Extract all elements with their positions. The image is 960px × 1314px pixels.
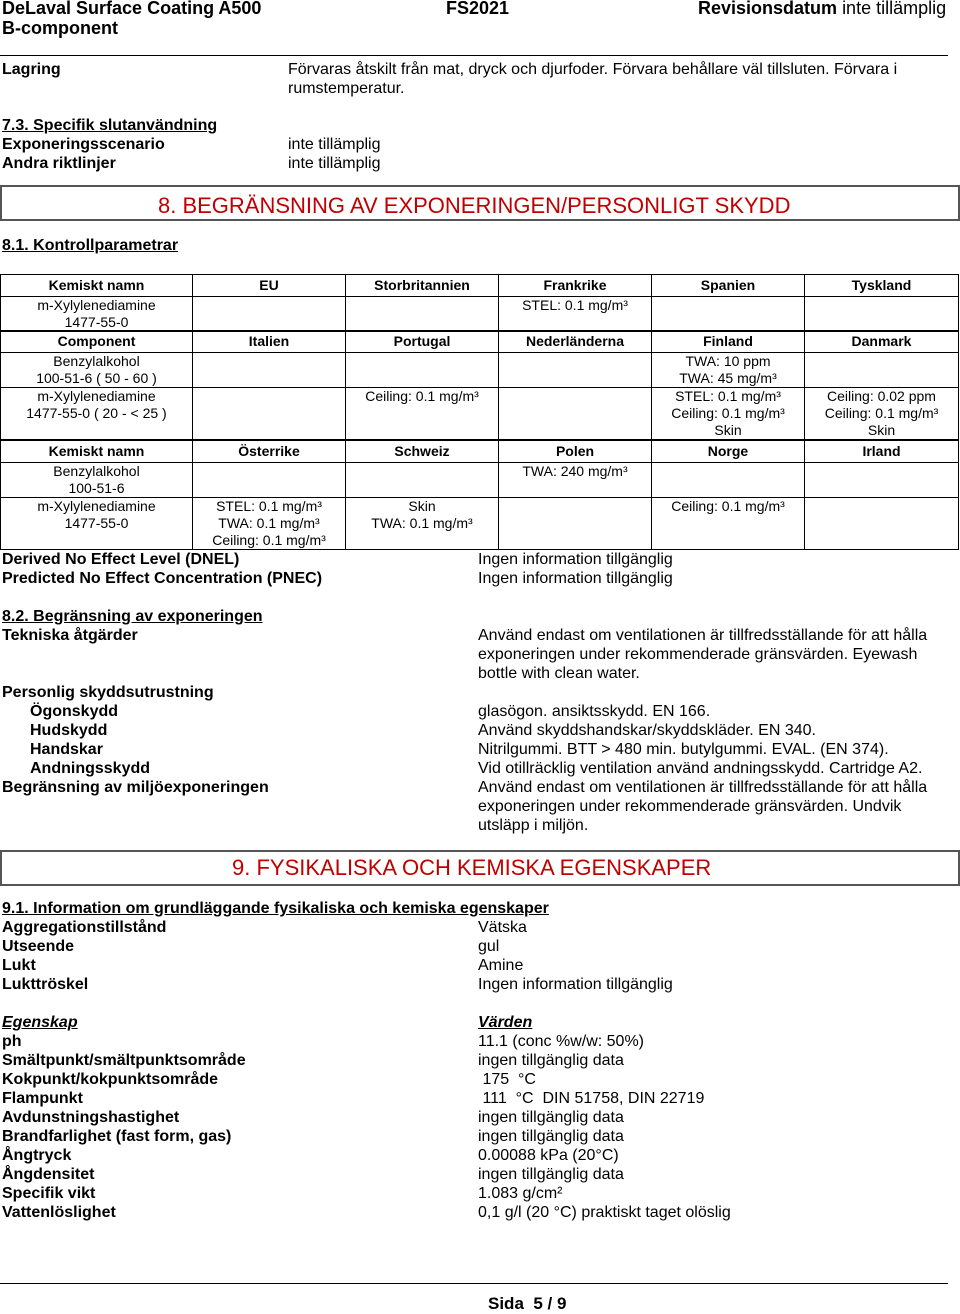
exposure-scenario-label: Exponeringsscenario bbox=[2, 136, 165, 153]
other-guidelines-value: inte tillämplig bbox=[288, 155, 381, 172]
table-cell: Benzylalkohol 100-51-6 ( 50 - 60 ) bbox=[1, 353, 193, 388]
dnel-value: Ingen information tillgänglig bbox=[478, 551, 673, 568]
skin-protection-label: Hudskydd bbox=[30, 722, 108, 739]
col-ireland: Irland bbox=[805, 441, 959, 463]
col-norway: Norge bbox=[652, 441, 805, 463]
melting-point-label: Smältpunkt/smältpunktsområde bbox=[2, 1052, 246, 1069]
water-solubility-value: 0,1 g/l (20 °C) praktiskt taget olöslig bbox=[478, 1204, 731, 1221]
col-italy: Italien bbox=[193, 331, 346, 353]
vapour-density-label: Ångdensitet bbox=[2, 1166, 95, 1183]
exposure-table-3 bbox=[0, 440, 959, 550]
section-7-3-heading: 7.3. Specifik slutanvändning bbox=[2, 117, 218, 134]
ppe-label: Personlig skyddsutrustning bbox=[2, 684, 214, 701]
table-cell bbox=[193, 353, 346, 388]
table-row bbox=[1, 297, 959, 332]
eye-protection-label: Ögonskydd bbox=[30, 703, 119, 720]
table-cell bbox=[805, 463, 959, 498]
table-cell bbox=[346, 463, 499, 498]
table-cell bbox=[193, 297, 346, 332]
specific-gravity-value: 1.083 g/cm² bbox=[478, 1185, 563, 1202]
flammability-value: ingen tillgänglig data bbox=[478, 1128, 624, 1145]
table-header-row bbox=[1, 441, 959, 463]
table-row bbox=[1, 353, 959, 388]
exposure-table-2 bbox=[0, 330, 959, 440]
revision-value: inte tillämplig bbox=[842, 0, 947, 18]
physical-state-value: Vätska bbox=[478, 919, 527, 936]
section-8-1-heading: 8.1. Kontrollparametrar bbox=[2, 237, 179, 254]
physical-state-label: Aggregationstillstånd bbox=[2, 919, 167, 936]
flash-point-value: 111 °C DIN 51758, DIN 22719 bbox=[478, 1090, 705, 1107]
col-chemical-name: Kemiskt namn bbox=[1, 275, 193, 297]
flammability-label: Brandfarlighet (fast form, gas) bbox=[2, 1128, 232, 1145]
table-cell: STEL: 0.1 mg/m³ bbox=[499, 297, 652, 332]
table-cell: STEL: 0.1 mg/m³ Ceiling: 0.1 mg/m³ Skin bbox=[652, 388, 805, 440]
table-cell bbox=[805, 498, 959, 550]
table-cell bbox=[805, 353, 959, 388]
page-number: Sida 5 / 9 bbox=[488, 1294, 567, 1313]
col-uk: Storbritannien bbox=[346, 275, 499, 297]
table-cell: Ceiling: 0.1 mg/m³ bbox=[652, 498, 805, 550]
table-cell bbox=[499, 498, 652, 550]
table-cell: TWA: 240 mg/m³ bbox=[499, 463, 652, 498]
table-cell: m-Xylylenediamine 1477-55-0 bbox=[1, 498, 193, 550]
gloves-label: Handskar bbox=[30, 741, 103, 758]
revision-date bbox=[698, 0, 946, 19]
section-8-2-heading: 8.2. Begränsning av exponeringen bbox=[2, 608, 263, 625]
evaporation-rate-value: ingen tillgänglig data bbox=[478, 1109, 624, 1126]
vapour-pressure-label: Ångtryck bbox=[2, 1147, 72, 1164]
col-component: Component bbox=[1, 331, 193, 353]
table-cell bbox=[346, 297, 499, 332]
storage-text-1: Förvaras åtskilt från mat, dryck och djurfoder. Förvara behållare väl tillsluten. Förvara i bbox=[288, 61, 898, 78]
skin-protection-value: Använd skyddshandskar/skyddskläder. EN 340. bbox=[478, 722, 816, 739]
section-9-1-heading: 9.1. Information om grundläggande fysikaliska och kemiska egenskaper bbox=[2, 900, 549, 917]
table-cell bbox=[193, 463, 346, 498]
tech-measures-line-3: bottle with clean water. bbox=[478, 665, 640, 682]
section-8-title: 8. BEGRÄNSNING AV EXPONERINGEN/PERSONLIGT SKYDD bbox=[158, 193, 791, 218]
table-cell: m-Xylylenediamine 1477-55-0 bbox=[1, 297, 193, 332]
dnel-label: Derived No Effect Level (DNEL) bbox=[2, 551, 240, 568]
header-rule bbox=[0, 55, 948, 56]
ph-value: 11.1 (conc %w/w: 50%) bbox=[478, 1033, 644, 1050]
odour-threshold-label: Lukttröskel bbox=[2, 976, 89, 993]
pnec-label: Predicted No Effect Concentration (PNEC) bbox=[2, 570, 323, 587]
col-austria: Österrike bbox=[193, 441, 346, 463]
env-exposure-line-1: Använd endast om ventilationen är tillfredsställande för att hålla bbox=[478, 779, 928, 796]
evaporation-rate-label: Avdunstningshastighet bbox=[2, 1109, 180, 1126]
vapour-density-value: ingen tillgänglig data bbox=[478, 1166, 624, 1183]
melting-point-value: ingen tillgänglig data bbox=[478, 1052, 624, 1069]
property-column-heading: Egenskap bbox=[2, 1014, 78, 1031]
col-portugal: Portugal bbox=[346, 331, 499, 353]
respiratory-value: Vid otillräcklig ventilation använd andningsskydd. Cartridge A2. bbox=[478, 760, 923, 777]
table-cell bbox=[652, 463, 805, 498]
table-cell: TWA: 10 ppm TWA: 45 mg/m³ bbox=[652, 353, 805, 388]
col-finland: Finland bbox=[652, 331, 805, 353]
footer-rule bbox=[0, 1283, 948, 1284]
table-cell: Ceiling: 0.02 ppm Ceiling: 0.1 mg/m³ Skin bbox=[805, 388, 959, 440]
exposure-scenario-value: inte tillämplig bbox=[288, 136, 381, 153]
col-france: Frankrike bbox=[499, 275, 652, 297]
appearance-label: Utseende bbox=[2, 938, 75, 955]
col-netherlands: Nederländerna bbox=[499, 331, 652, 353]
revision-label: Revisionsdatum bbox=[698, 0, 838, 18]
tech-measures-label: Tekniska åtgärder bbox=[2, 627, 138, 644]
env-exposure-label: Begränsning av miljöexponeringen bbox=[2, 779, 269, 796]
table-header-row bbox=[1, 331, 959, 353]
flash-point-label: Flampunkt bbox=[2, 1090, 83, 1107]
odour-label: Lukt bbox=[2, 957, 36, 974]
col-denmark: Danmark bbox=[805, 331, 959, 353]
product-component: B-component bbox=[2, 18, 118, 38]
other-guidelines-label: Andra riktlinjer bbox=[2, 155, 116, 172]
document-code: FS2021 bbox=[446, 0, 510, 18]
col-germany: Tyskland bbox=[805, 275, 959, 297]
exposure-table-1 bbox=[0, 274, 959, 332]
tech-measures-line-1: Använd endast om ventilationen är tillfredsställande för att hålla bbox=[478, 627, 928, 644]
vapour-pressure-value: 0.00088 kPa (20°C) bbox=[478, 1147, 619, 1164]
tech-measures-line-2: exponeringen under rekommenderade gränsvärden. Eyewash bbox=[478, 646, 918, 663]
col-spain: Spanien bbox=[652, 275, 805, 297]
water-solubility-label: Vattenlöslighet bbox=[2, 1204, 116, 1221]
table-cell bbox=[499, 353, 652, 388]
storage-text-2: rumstemperatur. bbox=[288, 80, 405, 97]
storage-label: Lagring bbox=[2, 61, 61, 78]
table-row bbox=[1, 388, 959, 440]
boiling-point-value: 175 °C bbox=[478, 1071, 536, 1088]
boiling-point-label: Kokpunkt/kokpunktsområde bbox=[2, 1071, 219, 1088]
table-cell bbox=[193, 388, 346, 440]
appearance-value: gul bbox=[478, 938, 500, 955]
col-poland: Polen bbox=[499, 441, 652, 463]
table-header-row bbox=[1, 275, 959, 297]
odour-threshold-value: Ingen information tillgänglig bbox=[478, 976, 673, 993]
table-cell bbox=[805, 297, 959, 332]
section-9-title: 9. FYSIKALISKA OCH KEMISKA EGENSKAPER bbox=[232, 855, 712, 880]
col-switzerland: Schweiz bbox=[346, 441, 499, 463]
values-column-heading: Värden bbox=[478, 1014, 533, 1031]
table-row bbox=[1, 463, 959, 498]
env-exposure-line-2: exponeringen under rekommenderade gränsvärden. Undvik bbox=[478, 798, 902, 815]
env-exposure-line-3: utsläpp i miljön. bbox=[478, 817, 589, 834]
specific-gravity-label: Specifik vikt bbox=[2, 1185, 96, 1202]
table-row bbox=[1, 498, 959, 550]
odour-value: Amine bbox=[478, 957, 524, 974]
gloves-value: Nitrilgummi. BTT > 480 min. butylgummi. EVAL. (EN 374). bbox=[478, 741, 889, 758]
col-chemical-name: Kemiskt namn bbox=[1, 441, 193, 463]
col-eu: EU bbox=[193, 275, 346, 297]
product-name: DeLaval Surface Coating A500 bbox=[2, 0, 262, 18]
table-cell: m-Xylylenediamine 1477-55-0 ( 20 - < 25 ) bbox=[1, 388, 193, 440]
ph-label: ph bbox=[2, 1033, 22, 1050]
table-cell bbox=[346, 353, 499, 388]
table-cell: Skin TWA: 0.1 mg/m³ bbox=[346, 498, 499, 550]
table-cell bbox=[499, 388, 652, 440]
table-cell: Ceiling: 0.1 mg/m³ bbox=[346, 388, 499, 440]
table-cell: Benzylalkohol 100-51-6 bbox=[1, 463, 193, 498]
table-cell: STEL: 0.1 mg/m³ TWA: 0.1 mg/m³ Ceiling: 0.1 mg/m³ bbox=[193, 498, 346, 550]
eye-protection-value: glasögon. ansiktsskydd. EN 166. bbox=[478, 703, 711, 720]
table-cell bbox=[652, 297, 805, 332]
respiratory-label: Andningsskydd bbox=[30, 760, 151, 777]
pnec-value: Ingen information tillgänglig bbox=[478, 570, 673, 587]
